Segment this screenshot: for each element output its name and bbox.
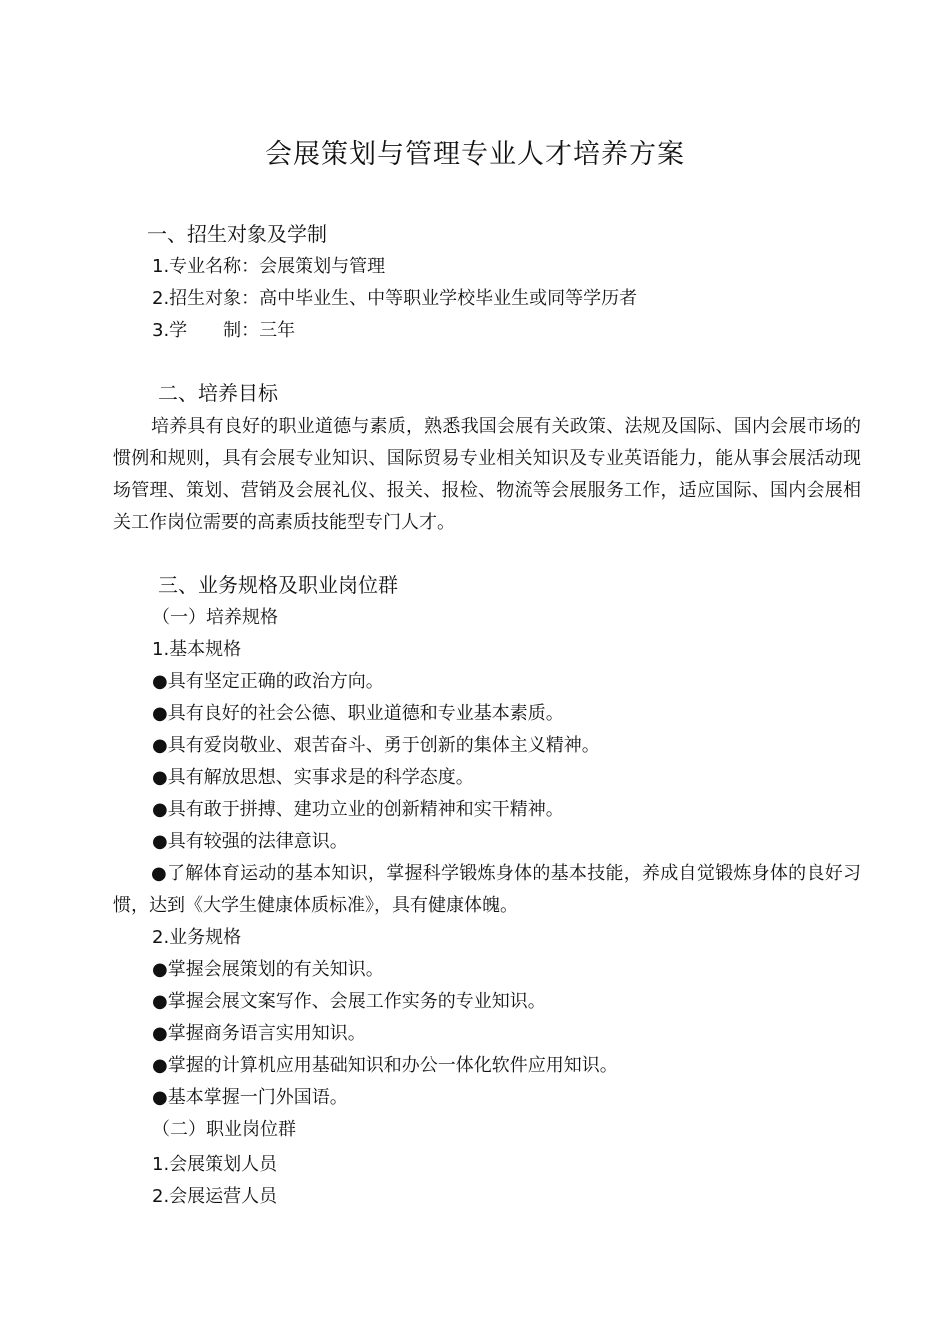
section-heading-specifications: 三、业务规格及职业岗位群 — [158, 573, 398, 597]
list-item: 2.会展运营人员 — [152, 1186, 278, 1207]
list-item: ●掌握商务语言实用知识。 — [152, 1023, 366, 1044]
list-item: ●掌握的计算机应用基础知识和办公一体化软件应用知识。 — [152, 1055, 618, 1076]
list-item: 1.专业名称：会展策划与管理 — [152, 256, 386, 277]
list-item: ●具有敢于拼搏、建功立业的创新精神和实干精神。 — [152, 799, 564, 820]
list-item-long: ●了解体育运动的基本知识，掌握科学锻炼身体的基本技能，养成自觉锻炼身体的良好习惯，达到《大学生健康体质标准》，具有健康体魄。 — [113, 863, 861, 916]
list-item: ●掌握会展文案写作、会展工作实务的专业知识。 — [152, 991, 546, 1012]
section-heading-objectives: 二、培养目标 — [158, 381, 278, 405]
subsection-title: 2.业务规格 — [152, 927, 242, 948]
list-item: ●基本掌握一门外国语。 — [152, 1087, 348, 1108]
section-heading-enrollment: 一、招生对象及学制 — [147, 222, 327, 246]
list-item: ●掌握会展策划的有关知识。 — [152, 959, 384, 980]
page-title: 会展策划与管理专业人才培养方案 — [265, 139, 685, 170]
subsection-title: 1.基本规格 — [152, 639, 242, 660]
objectives-paragraph: 培养具有良好的职业道德与素质，熟悉我国会展有关政策、法规及国际、国内会展市场的惯例和规则，具有会展专业知识、国际贸易专业相关知识及专业英语能力，能从事会展活动现场管理、策划、营销及会展礼仪、报关、报检、物流等会展服务工作，适应国际、国内会展相关工作岗位需要的高素质技能型专门人才。 — [113, 416, 861, 533]
subsection-heading: （一）培养规格 — [152, 607, 278, 628]
list-item: ●具有爱岗敬业、艰苦奋斗、勇于创新的集体主义精神。 — [152, 735, 600, 756]
subsection-heading: （二）职业岗位群 — [152, 1119, 296, 1140]
list-item: 1.会展策划人员 — [152, 1154, 278, 1175]
list-item: ●具有坚定正确的政治方向。 — [152, 671, 384, 692]
list-item: ●具有良好的社会公德、职业道德和专业基本素质。 — [152, 703, 564, 724]
list-item: ●具有较强的法律意识。 — [152, 831, 348, 852]
list-item: ●具有解放思想、实事求是的科学态度。 — [152, 767, 474, 788]
list-item: 2.招生对象：高中毕业生、中等职业学校毕业生或同等学历者 — [152, 288, 638, 309]
list-item: 3.学 制：三年 — [152, 320, 296, 341]
